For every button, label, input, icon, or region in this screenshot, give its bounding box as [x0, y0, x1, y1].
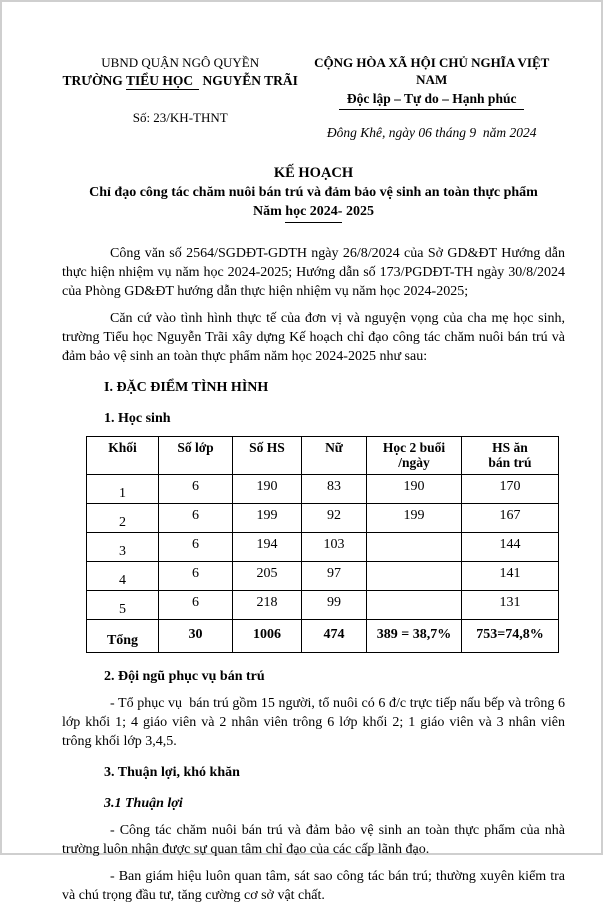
- col-header-grade: Khối: [87, 437, 159, 475]
- subsection-1-students-heading: 1. Học sinh: [104, 411, 171, 426]
- document-subtitle: Chỉ đạo công tác chăm nuôi bán trú và đảm bảo vệ sinh an toàn thực phẩm: [89, 185, 538, 200]
- table-cell: 6: [159, 591, 233, 620]
- document-number: Số: 23/KH-THNT: [132, 110, 228, 125]
- table-cell: 170: [462, 475, 559, 504]
- table-cell: 389 = 38,7%: [367, 620, 462, 653]
- col-header-num-students: Số HS: [233, 437, 302, 475]
- table-total-row: [87, 620, 559, 653]
- document-title: KẾ HOẠCH: [273, 165, 354, 181]
- table-cell: 6: [159, 504, 233, 533]
- table-cell: 1: [87, 475, 159, 504]
- table-cell: 97: [302, 562, 367, 591]
- table-cell: 141: [462, 562, 559, 591]
- table-row: [87, 504, 559, 533]
- table-cell: 5: [87, 591, 159, 620]
- org-school-name-rest: NGUYỄN TRÃI: [199, 73, 298, 88]
- table-cell-total-label: Tổng: [87, 620, 159, 653]
- national-title: CỘNG HÒA XÃ HỘI CHỦ NGHĨA VIỆT NAM: [314, 55, 550, 87]
- org-school-name-underlined: TIỂU HỌC: [126, 73, 199, 90]
- section-1-heading: I. ĐẶC ĐIỂM TÌNH HÌNH: [104, 380, 269, 395]
- table-cell: 199: [367, 504, 462, 533]
- table-cell: [367, 533, 462, 562]
- col-header-two-sessions: Học 2 buổi /ngày: [367, 437, 462, 475]
- table-cell: 2: [87, 504, 159, 533]
- advantage-bullet-2: - Ban giám hiệu luôn quan tâm, sát sao công tác bán trú; thường xuyên kiểm tra và chú trọng đầu tư, tăng cường cơ sở vật chất.: [62, 869, 565, 903]
- org-school-name: [62, 72, 298, 90]
- national-motto-text: Độc lập – Tự do – Hạnh phúc: [339, 91, 525, 110]
- table-cell: 474: [302, 620, 367, 653]
- col-header-boarding-meals: HS ăn bán trú: [462, 437, 559, 475]
- title-underline-decoration: [285, 222, 342, 223]
- subsection-2-staff-heading: 2. Đội ngũ phục vụ bán trú: [104, 669, 265, 684]
- table-cell: 92: [302, 504, 367, 533]
- document-school-year: Năm học 2024- 2025: [253, 204, 374, 219]
- place-and-date: Đông Khê, ngày 06 tháng 9 năm 2024: [326, 125, 537, 140]
- table-row: [87, 591, 559, 620]
- table-cell: 218: [233, 591, 302, 620]
- issuing-org-block: [62, 54, 298, 141]
- advantage-bullet-1: - Công tác chăm nuôi bán trú và đảm bảo vệ sinh an toàn thực phẩm của nhà trường luôn nhận được sự quan tâm chỉ đạo của các cấp lãnh đạo.: [62, 823, 565, 857]
- legal-basis-paragraph: Công văn số 2564/SGDĐT-GDTH ngày 26/8/2024 của Sở GD&ĐT Hướng dẫn thực hiện nhiệm vụ năm học 2024-2025; Hướng dẫn số 173/PGDĐT-TH ngày 30/8/2024 của Phòng GD&ĐT hướng dẫn thực hiện nhiệm vụ năm học 2024-2025;: [62, 246, 565, 299]
- national-motto: [298, 90, 565, 110]
- table-cell: 6: [159, 562, 233, 591]
- table-row: [87, 562, 559, 591]
- staff-description-paragraph: - Tổ phục vụ bán trú gồm 15 người, tổ nuôi có 6 đ/c trực tiếp nấu bếp và trông 6 lớp khối 1; 4 giáo viên và 2 nhân viên trông 6 lớp khối 2; 1 giáo viên và 3 nhân viên trông khối lớp 3,4,5.: [62, 696, 569, 749]
- table-cell: 144: [462, 533, 559, 562]
- table-cell: 30: [159, 620, 233, 653]
- subsection-3-1-heading: 3.1 Thuận lợi: [104, 796, 183, 811]
- col-header-num-classes: Số lớp: [159, 437, 233, 475]
- org-parent-name: UBND QUẬN NGÔ QUYỀN: [101, 55, 260, 70]
- table-row: [87, 475, 559, 504]
- table-cell: 6: [159, 475, 233, 504]
- table-cell: 131: [462, 591, 559, 620]
- table-cell: 1006: [233, 620, 302, 653]
- table-cell: 190: [233, 475, 302, 504]
- table-cell: 103: [302, 533, 367, 562]
- students-table: [86, 436, 559, 653]
- subsection-3-heading: 3. Thuận lợi, khó khăn: [104, 765, 240, 780]
- table-cell: 205: [233, 562, 302, 591]
- national-header-block: [298, 54, 565, 141]
- table-header-row: [87, 437, 559, 475]
- table-cell: [367, 591, 462, 620]
- table-row: [87, 533, 559, 562]
- document-title-block: [62, 164, 565, 223]
- org-school-name-prefix: TRƯỜNG: [62, 73, 126, 88]
- table-cell: 199: [233, 504, 302, 533]
- table-cell: 99: [302, 591, 367, 620]
- table-cell: 194: [233, 533, 302, 562]
- table-cell: 6: [159, 533, 233, 562]
- table-cell: 753=74,8%: [462, 620, 559, 653]
- col-header-female: Nữ: [302, 437, 367, 475]
- table-cell: 4: [87, 562, 159, 591]
- table-cell: 83: [302, 475, 367, 504]
- purpose-paragraph: Căn cứ vào tình hình thực tế của đơn vị và nguyện vọng của cha mẹ học sinh, trường Tiểu học Nguyễn Trãi xây dựng Kế hoạch chỉ đạo công tác chăm nuôi bán trú và đảm bảo vệ sinh an toàn thực phẩm năm học 2024-2025 như sau:: [62, 311, 565, 364]
- table-cell: [367, 562, 462, 591]
- table-cell: 3: [87, 533, 159, 562]
- document-header: [62, 54, 565, 141]
- table-cell: 167: [462, 504, 559, 533]
- table-cell: 190: [367, 475, 462, 504]
